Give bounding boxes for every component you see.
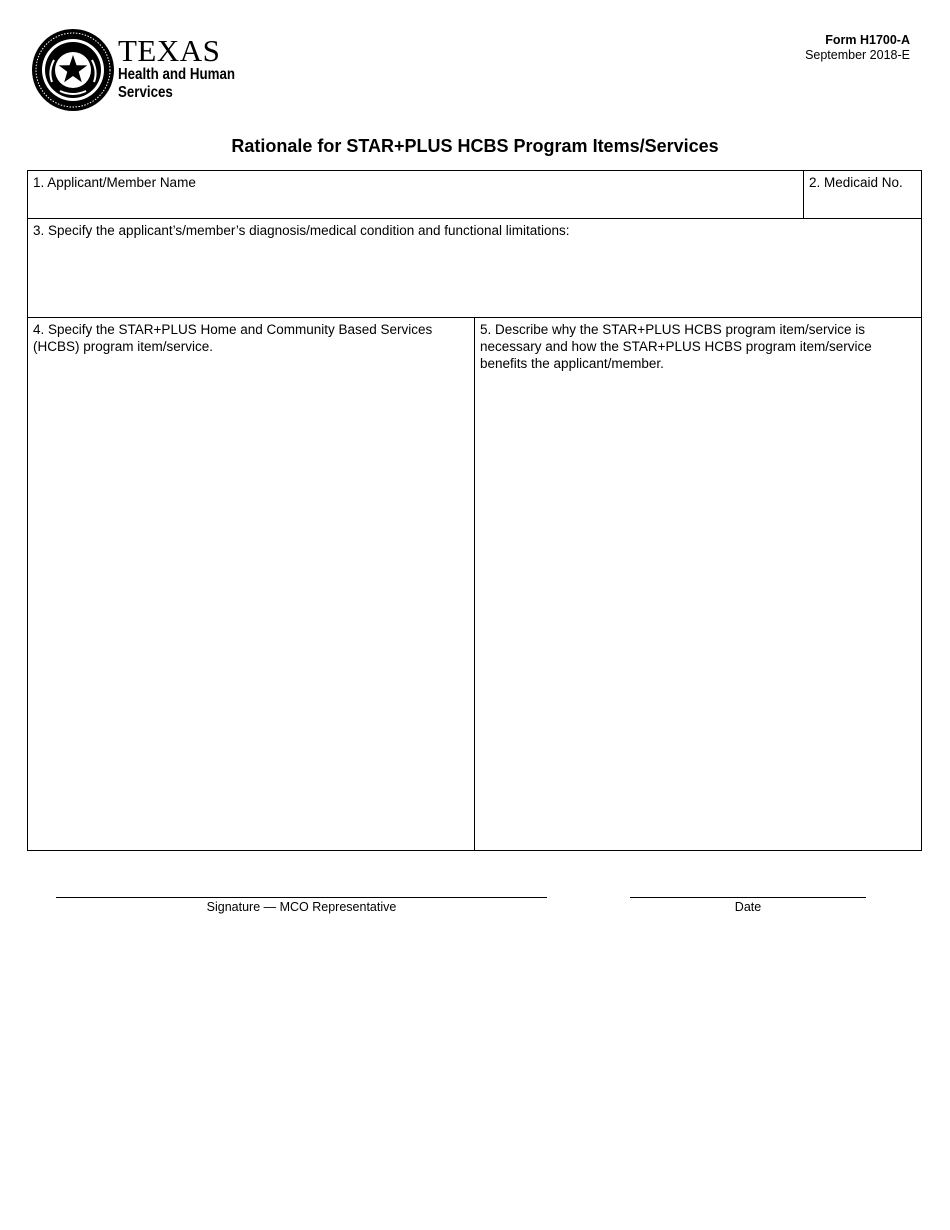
signature-label: Signature — MCO Representative [206, 900, 397, 914]
program-item-field[interactable] [28, 318, 475, 850]
program-item-label: 4. Specify the STAR+PLUS Home and Community Based Services (HCBS) program item/service. [33, 322, 433, 354]
signature-line[interactable] [56, 897, 547, 898]
page-title: Rationale for STAR+PLUS HCBS Program Items/Services [231, 136, 719, 156]
diagnosis-label: 3. Specify the applicant’s/member’s diagnosis/medical condition and functional limitations: [33, 223, 570, 238]
applicant-name-field[interactable] [28, 171, 804, 219]
date-label: Date [734, 900, 762, 914]
rationale-label: 5. Describe why the STAR+PLUS HCBS program item/service is necessary and how the STAR+PLUS HCBS program item/service benefits the applicant/member. [480, 322, 872, 371]
date-line[interactable] [630, 897, 866, 898]
logo-subtitle-line1: Health and Human [118, 66, 236, 83]
logo-title: TEXAS [118, 33, 221, 68]
form-table [27, 170, 922, 851]
medicaid-no-label: 2. Medicaid No. [809, 175, 903, 190]
rationale-field[interactable] [475, 318, 921, 850]
diagnosis-field[interactable] [28, 219, 921, 318]
form-number: Form H1700-A [825, 33, 910, 47]
medicaid-no-field[interactable] [804, 171, 921, 219]
texas-hhs-logo [30, 27, 270, 117]
form-identifier [805, 33, 910, 63]
state-seal-icon [30, 27, 116, 113]
applicant-name-label: 1. Applicant/Member Name [33, 175, 196, 190]
form-date: September 2018-E [805, 48, 910, 62]
logo-subtitle-line2: Services [118, 84, 173, 101]
